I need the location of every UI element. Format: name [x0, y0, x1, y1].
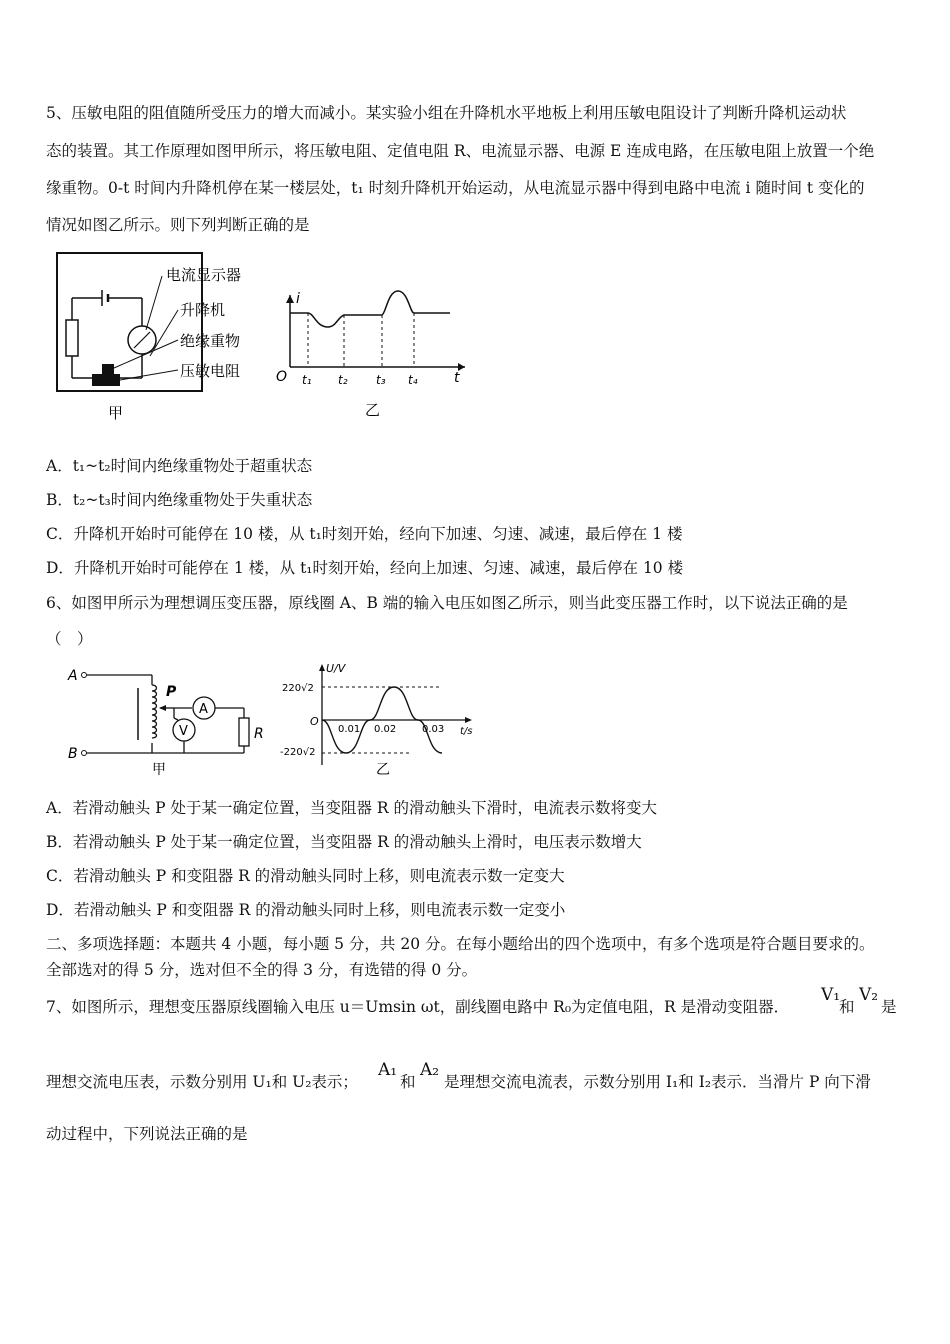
q5-option-a: A．t₁~t₂时间内绝缘重物处于超重状态 — [46, 457, 313, 475]
meter-v2: V₂ — [859, 985, 879, 1005]
label-weight: 绝缘重物 — [180, 332, 241, 350]
peak-negative: -220√2 — [280, 747, 316, 758]
voltmeter-label: V — [179, 724, 188, 739]
origin-O: O — [276, 369, 288, 385]
pressure-resistor — [92, 374, 120, 386]
terminal-B: B — [68, 746, 78, 762]
q5-line-4: 情况如图乙所示。则下列判断正确的是 — [46, 216, 310, 234]
q6-option-d: D．若滑动触头 P 和变阻器 R 的滑动触头同时上移，则电流表示数一定变小 — [46, 901, 566, 919]
caption-jia: 甲 — [108, 404, 124, 422]
q6-line-1: 6、如图甲所示为理想调压变压器，原线圈 A、B 端的输入电压如图乙所示，则当此变压器工作时，以下说法正确的是 — [46, 594, 848, 612]
insulated-weight — [102, 364, 114, 374]
q7-and-1: 和 — [839, 998, 855, 1016]
q5-option-c: C．升降机开始时可能停在 10 楼，从 t₁时刻开始，经向下加速、匀速、减速，最后停在 1 楼 — [46, 525, 683, 543]
meter-v1: V₁ — [821, 985, 841, 1005]
tick-t1: t₁ — [302, 373, 312, 387]
label-pressure-resistor: 压敏电阻 — [180, 362, 241, 380]
tick-t3: t₃ — [376, 373, 386, 387]
tick-t2: t₂ — [338, 373, 348, 387]
slider-p-arrow — [159, 705, 166, 711]
q5-figure-jia — [50, 248, 280, 428]
q6-figure-yi — [280, 660, 480, 780]
current-curve — [290, 291, 450, 327]
transformer-coil — [152, 685, 157, 738]
fixed-resistor — [66, 320, 78, 356]
axis-t: t — [454, 370, 460, 386]
label-elevator: 升降机 — [180, 301, 226, 319]
q6-option-c: C．若滑动触头 P 和变阻器 R 的滑动触头同时上移，则电流表示数一定变大 — [46, 867, 565, 885]
caption-jia-q6: 甲 — [152, 762, 166, 778]
section-2-line-2: 全部选对的得 5 分，选对但不全的得 3 分，有选错的得 0 分。 — [46, 961, 478, 979]
q7-line-3: 动过程中，下列说法正确的是 — [46, 1125, 248, 1143]
q5-line-3: 缘重物。0-t 时间内升降机停在某一楼层处，t₁ 时刻升降机开始运动，从电流显示器中得到电路中电流 i 随时间 t 变化的 — [46, 179, 865, 197]
tick-001: 0.01 — [338, 724, 361, 735]
axis-i: i — [296, 291, 300, 307]
q7-is: 是 — [881, 998, 897, 1016]
label-r: R — [254, 726, 264, 742]
q6-option-b: B．若滑动触头 P 处于某一确定位置，当变阻器 R 的滑动触头上滑时，电压表示数增大 — [46, 833, 642, 851]
q6-figure-jia — [62, 660, 272, 780]
rheostat-r — [239, 718, 249, 746]
q5-figure-yi — [270, 285, 480, 425]
q6-line-2: （ ） — [46, 630, 93, 648]
label-current-display: 电流显示器 — [166, 266, 242, 284]
label-p: P — [166, 684, 177, 700]
origin-o-q6: O — [310, 715, 319, 728]
q5-option-d: D．升降机开始时可能停在 1 楼，从 t₁时刻开始，经向上加速、匀速、减速，最后停在 10 楼 — [46, 559, 684, 577]
caption-yi-q6: 乙 — [376, 762, 390, 778]
tick-003: 0.03 — [422, 724, 445, 735]
tick-002: 0.02 — [374, 724, 397, 735]
meter-a2: A₂ — [420, 1060, 440, 1080]
q7-and-2: 和 — [400, 1073, 416, 1091]
axis-t-s: t/s — [460, 726, 473, 737]
meter-a1: A₁ — [378, 1060, 398, 1080]
q7-line-2a: 理想交流电压表，示数分别用 U₁和 U₂表示； — [46, 1073, 358, 1091]
section-2-line-1: 二、多项选择题：本题共 4 小题，每小题 5 分，共 20 分。在每小题给出的四个选项中，有多个选项是符合题目要求的。 — [46, 935, 875, 953]
q7-line-1 — [46, 985, 906, 1017]
ammeter-label: A — [199, 702, 208, 717]
q5-option-b: B．t₂~t₃时间内绝缘重物处于失重状态 — [46, 491, 313, 509]
q7-line-2b: 是理想交流电流表，示数分别用 I₁和 I₂表示．当滑片 P 向下滑 — [444, 1073, 871, 1091]
q5-line-1: 5、压敏电阻的阻值随所受压力的增大而减小。某实验小组在升降机水平地板上利用压敏电阻设计了判断升降机运动状 — [46, 104, 847, 122]
axis-u: U/V — [326, 662, 346, 675]
q7-line-1-text: 7、如图所示，理想变压器原线圈输入电压 u＝Umsin ωt，副线圈电路中 R₀为定值电阻，R 是滑动变阻器． — [46, 998, 790, 1016]
caption-yi: 乙 — [365, 401, 381, 419]
q6-option-a: A．若滑动触头 P 处于某一确定位置，当变阻器 R 的滑动触头下滑时，电流表示数将变大 — [46, 799, 658, 817]
tick-t4: t₄ — [408, 373, 418, 387]
terminal-A: A — [68, 668, 78, 684]
q7-line-2 — [46, 1060, 906, 1092]
peak-positive: 220√2 — [282, 683, 314, 694]
q5-line-2: 态的装置。其工作原理如图甲所示，将压敏电阻、定值电阻 R、电流显示器、电源 E 连成电路，在压敏电阻上放置一个绝 — [46, 142, 875, 160]
